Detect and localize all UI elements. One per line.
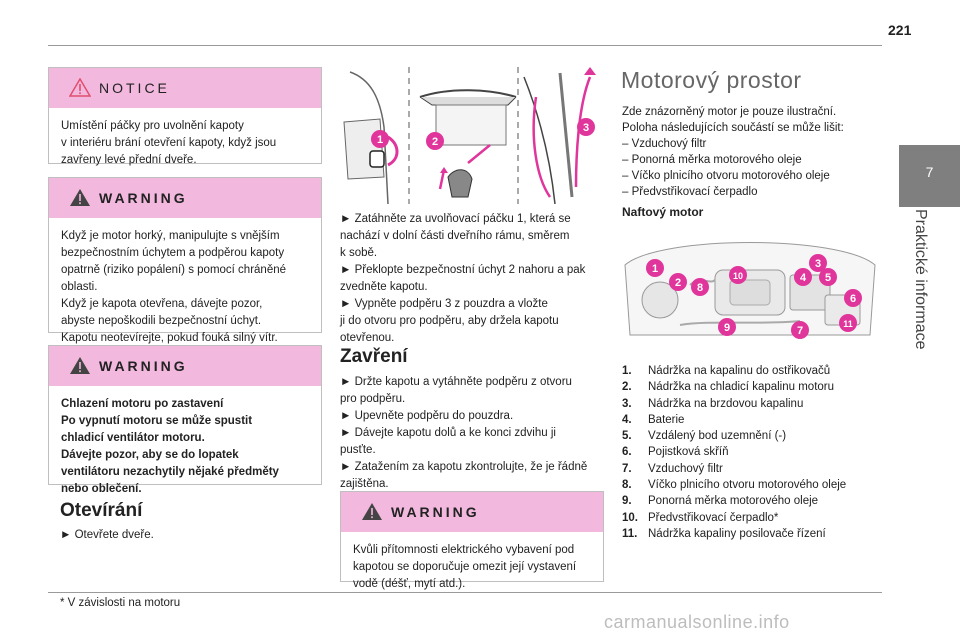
- intro-line: – Ponorná měrka motorového oleje: [622, 154, 802, 166]
- notice-text: [49, 108, 321, 169]
- warning-title: WARNING: [99, 190, 188, 206]
- warning-header: [341, 492, 603, 532]
- step-line: zajištěna.: [340, 478, 389, 490]
- opening-step: ► Otevřete dveře.: [60, 529, 154, 541]
- warning-box-heat: [48, 177, 322, 344]
- component-label: Vzdálený bod uzemnění (-): [648, 430, 787, 443]
- warning-line: Když je motor horký, manipulujte s vnějším: [61, 230, 280, 242]
- engine-marker-9: [718, 318, 736, 336]
- component-number: 6.: [622, 446, 632, 459]
- step-line: ► Vypněte podpěru 3 z pouzdra a vložte: [340, 298, 548, 310]
- component-number: 2.: [622, 381, 632, 394]
- step-line: ji do otvoru pro podpěru, aby držela kapotu: [340, 315, 559, 327]
- hood-release-illustration: [340, 67, 602, 204]
- engine-bay-intro: [622, 104, 844, 200]
- intro-line: Zde znázorněný motor je pouze ilustrační.: [622, 106, 837, 118]
- component-label: Baterie: [648, 413, 685, 426]
- engine-bay-diagram: [620, 225, 880, 345]
- component-label: Nádržka kapaliny posilovače řízení: [648, 527, 826, 540]
- warning-line: Když je kapota otevřena, dávejte pozor,: [61, 298, 263, 310]
- intro-line: – Předvstřikovací čerpadlo: [622, 186, 758, 198]
- warning-line: abyste nepoškodili bezpečnostní úchyt.: [61, 315, 262, 327]
- warning-line: Dávejte pozor, aby se do lopatek: [61, 449, 239, 461]
- marker-3: [577, 118, 595, 136]
- closing-steps: [340, 374, 605, 493]
- step-line: ► Zatáhněte za uvolňovací páčku 1, která se: [340, 213, 571, 225]
- diesel-engine-heading: Naftový motor: [622, 205, 704, 219]
- component-item: [622, 396, 882, 412]
- warning-line: Chlazení motoru po zastavení: [61, 398, 224, 410]
- warning-triangle-icon: [69, 188, 91, 207]
- component-item: [622, 510, 882, 526]
- step-line: pro podpěru.: [340, 393, 406, 405]
- component-item: [622, 412, 882, 428]
- engine-marker-11: [839, 314, 857, 332]
- engine-marker-1: [646, 259, 664, 277]
- notice-title: NOTICE: [99, 80, 170, 96]
- top-rule: [48, 45, 882, 46]
- component-item: [622, 461, 882, 477]
- component-label: Nádržka na brzdovou kapalinu: [648, 397, 804, 410]
- warning-title: WARNING: [391, 504, 480, 520]
- step-line: nachází v dolní části dveřního rámu, směrem: [340, 230, 570, 242]
- warning-box-water: [340, 491, 604, 590]
- engine-marker-2: [669, 273, 687, 291]
- engine-marker-8: [691, 278, 709, 296]
- component-item: [622, 477, 882, 493]
- warning-text: [49, 386, 321, 498]
- marker-label: 2: [674, 277, 682, 289]
- component-number: 5.: [622, 430, 632, 443]
- step-line: ► Dávejte kapotu dolů a ke konci zdvihu ji: [340, 427, 556, 439]
- component-item: [622, 444, 882, 460]
- warning-header: [49, 346, 321, 386]
- warning-line: Kapotu neotevírejte, pokud fouká silný vítr.: [61, 332, 278, 344]
- marker-label: 2: [431, 136, 439, 148]
- component-number: 11.: [622, 527, 638, 540]
- warning-triangle-icon: [69, 356, 91, 375]
- marker-2: [426, 132, 444, 150]
- marker-label: 8: [696, 282, 704, 294]
- component-label: Ponorná měrka motorového oleje: [648, 495, 819, 508]
- warning-header: [49, 178, 321, 218]
- watermark: carmanualsonline.info: [604, 612, 790, 632]
- marker-label: 6: [849, 293, 857, 305]
- notice-box: [48, 67, 322, 164]
- component-item: [622, 428, 882, 444]
- engine-bay-title: Motorový prostor: [621, 67, 802, 93]
- marker-label: 3: [582, 122, 590, 134]
- step-line: otevřenou.: [340, 332, 395, 344]
- step-line: ► Zatažením za kapotu zkontrolujte, že je řádně: [340, 461, 588, 473]
- intro-line: Poloha následujících součástí se může lišit:: [622, 122, 844, 134]
- warning-line: vodě (déšť, mytí atd.).: [353, 578, 466, 590]
- marker-1: [371, 130, 389, 148]
- warning-title: WARNING: [99, 358, 188, 374]
- engine-marker-4: [794, 268, 812, 286]
- component-label: Víčko plnicího otvoru motorového oleje: [648, 479, 847, 492]
- component-number: 9.: [622, 495, 632, 508]
- warning-line: ventilátoru nezachytily nějaké předměty: [61, 466, 279, 478]
- chapter-number: 7: [925, 164, 934, 180]
- component-label: Nádržka na kapalinu do ostřikovačů: [648, 365, 831, 377]
- warning-line: kapotou se doporučuje omezit její vystavení: [353, 561, 577, 573]
- component-number: 7.: [622, 462, 632, 475]
- engine-marker-6: [844, 289, 862, 307]
- marker-label: 10: [732, 271, 744, 281]
- step-line: zvedněte kapotu.: [340, 281, 428, 293]
- step-line: pusťte.: [340, 444, 376, 456]
- component-number: 4.: [622, 413, 632, 426]
- component-label: Vzduchový filtr: [648, 462, 723, 475]
- engine-marker-7: [791, 321, 809, 339]
- closing-heading: Zavření: [340, 346, 408, 367]
- notice-header: [49, 68, 321, 108]
- marker-label: 11: [843, 319, 853, 329]
- component-label: Pojistková skříň: [648, 446, 729, 459]
- warning-line: Kvůli přítomnosti elektrického vybavení pod: [353, 544, 575, 556]
- component-list: [622, 363, 882, 542]
- warning-text: [341, 532, 603, 593]
- opening-heading: Otevírání: [60, 500, 143, 521]
- chapter-label-wrap: [905, 209, 935, 365]
- warning-triangle-icon: [361, 502, 383, 521]
- component-number: 8.: [622, 479, 632, 492]
- notice-line: Umístění páčky pro uvolnění kapoty: [61, 120, 244, 132]
- component-number: 3.: [622, 397, 632, 410]
- component-label: Předvstřikovací čerpadlo*: [648, 511, 779, 524]
- marker-label: 7: [796, 325, 804, 337]
- engine-marker-10: [729, 266, 747, 284]
- warning-triangle-icon: [69, 78, 91, 97]
- chapter-tab[interactable]: [899, 145, 960, 207]
- step-line: k sobě.: [340, 247, 378, 259]
- component-number: 1.: [622, 365, 632, 377]
- marker-label: 5: [824, 272, 832, 284]
- notice-line: v interiéru brání otevření kapoty, když jsou: [61, 137, 277, 149]
- warning-line: chladicí ventilátor motoru.: [61, 432, 205, 444]
- component-label: Nádržka na chladicí kapalinu motoru: [648, 381, 835, 394]
- warning-line: bezpečnostním úchytem a podpěrou kapoty: [61, 247, 285, 259]
- engine-marker-5: [819, 268, 837, 286]
- component-item: [622, 379, 882, 395]
- warning-line: Po vypnutí motoru se může spustit: [61, 415, 253, 427]
- component-item: [622, 493, 882, 509]
- warning-text: [49, 218, 321, 347]
- release-steps: [340, 211, 605, 347]
- page-number: 221: [888, 22, 912, 38]
- step-line: ► Držte kapotu a vytáhněte podpěru z otvoru: [340, 376, 572, 388]
- marker-label: 9: [723, 322, 731, 334]
- warning-box-fan: [48, 345, 322, 495]
- step-line: ► Překlopte bezpečnostní úchyt 2 nahoru a pak: [340, 264, 586, 276]
- notice-line: zavřeny levé přední dveře.: [61, 154, 197, 166]
- step-line: ► Upevněte podpěru do pouzdra.: [340, 410, 514, 422]
- marker-label: 1: [651, 263, 659, 275]
- warning-line: nebo oblečení.: [61, 483, 142, 495]
- component-item: [622, 526, 882, 542]
- marker-label: 1: [376, 134, 384, 146]
- footnote: * V závislosti na motoru: [60, 597, 181, 609]
- marker-label: 3: [814, 258, 822, 270]
- marker-label: 4: [799, 272, 807, 284]
- warning-line: opatrně (riziko popálení) s pomocí chráněné: [61, 264, 287, 276]
- bottom-rule: [48, 592, 882, 593]
- warning-line: oblasti.: [61, 281, 98, 293]
- intro-line: – Víčko plnicího otvoru motorového oleje: [622, 170, 830, 182]
- component-item: [622, 363, 882, 379]
- component-number: 10.: [622, 511, 638, 524]
- intro-line: – Vzduchový filtr: [622, 138, 707, 150]
- chapter-label: Praktické informace: [912, 209, 929, 350]
